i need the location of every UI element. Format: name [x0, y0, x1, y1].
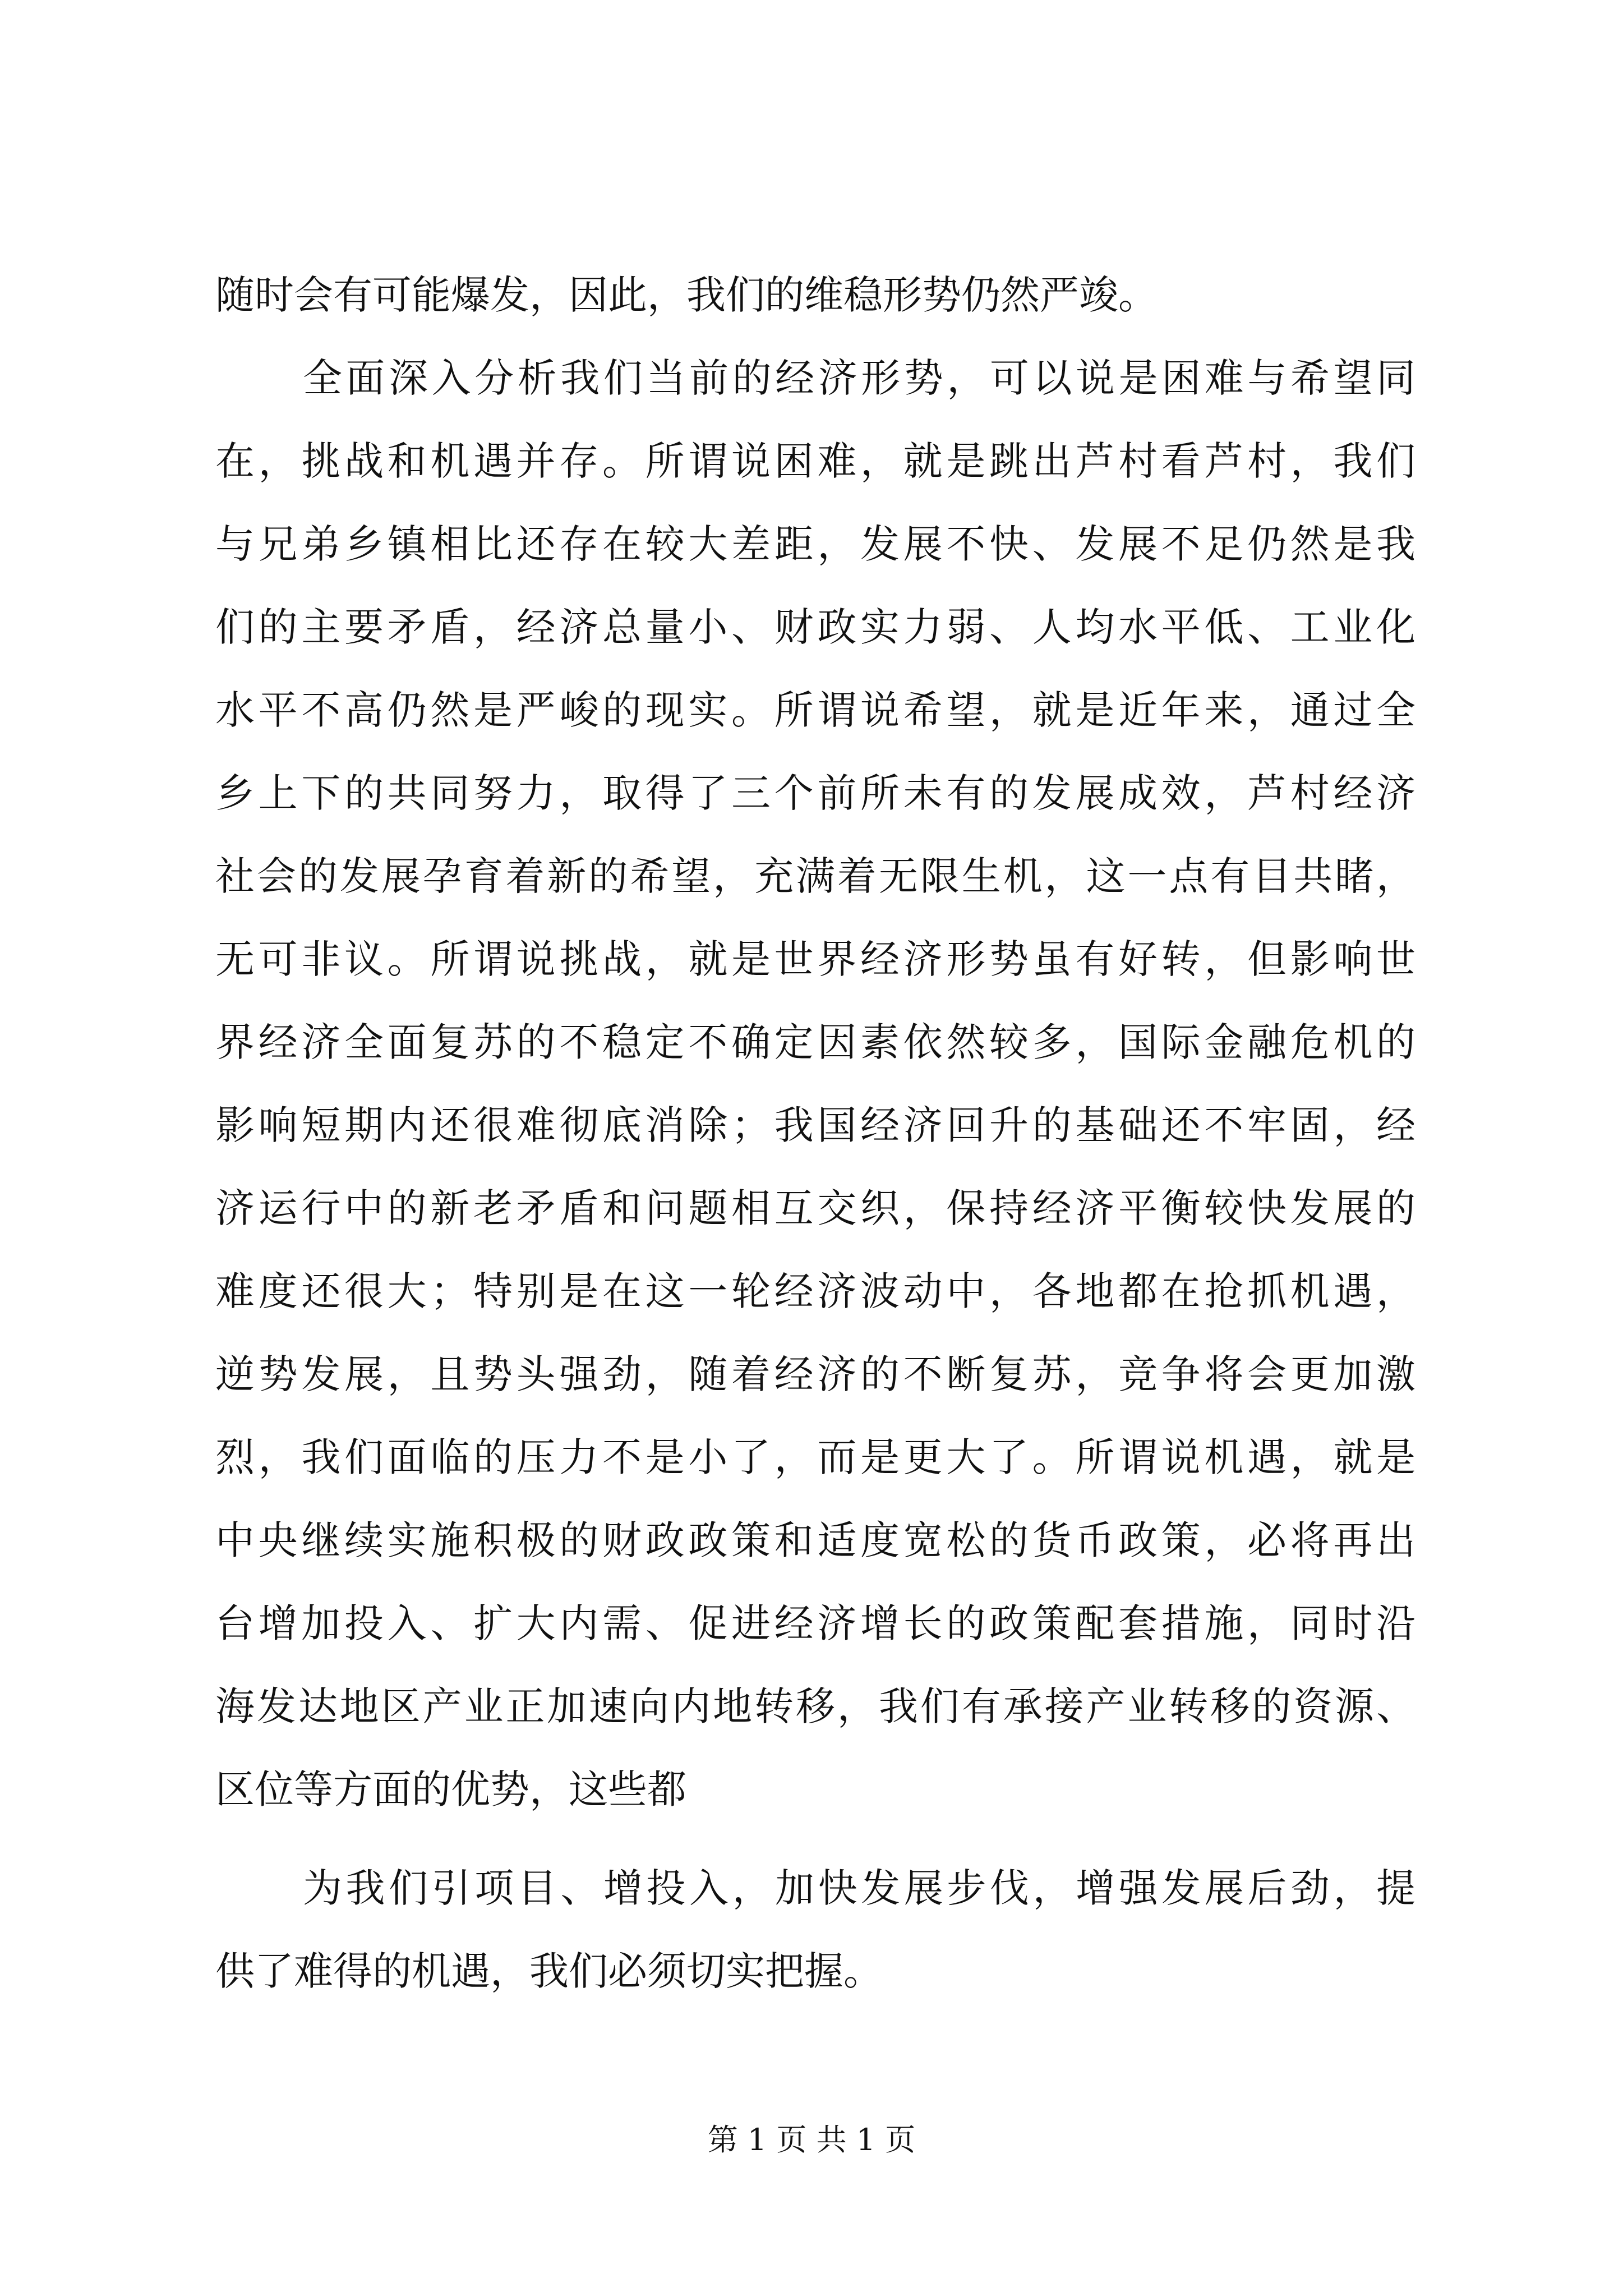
- text-line: 影响短期内还很难彻底消除；我国经济回升的基础还不牢固，经: [215, 1102, 1415, 1148]
- text-line: 社会的发展孕育着新的希望，充满着无限生机，这一点有目共睹，: [215, 853, 1415, 899]
- text-line: 乡上下的共同努力，取得了三个前所未有的发展成效，芦村经济: [215, 770, 1415, 816]
- text-line: 烈，我们面临的压力不是小了，而是更大了。所谓说机遇，就是: [215, 1434, 1415, 1480]
- text-line: 区位等方面的优势，这些都: [215, 1766, 686, 1812]
- text-line: 水平不高仍然是严峻的现实。所谓说希望，就是近年来，通过全: [215, 687, 1415, 733]
- text-line: 在，挑战和机遇并存。所谓说困难，就是跳出芦村看芦村，我们: [215, 438, 1415, 484]
- document-body: [215, 254, 1415, 2013]
- text-line: 们的主要矛盾，经济总量小、财政实力弱、人均水平低、工业化: [215, 604, 1415, 650]
- text-line: 界经济全面复苏的不稳定不确定因素依然较多，国际金融危机的: [215, 1019, 1415, 1065]
- paragraph-gap: [215, 1831, 1415, 1847]
- text-line: 难度还很大；特别是在这一轮经济波动中，各地都在抢抓机遇，: [215, 1268, 1415, 1314]
- text-line: 台增加投入、扩大内需、促进经济增长的政策配套措施，同时沿: [215, 1600, 1415, 1646]
- text-line: 与兄弟乡镇相比还存在较大差距，发展不快、发展不足仍然是我: [215, 521, 1415, 567]
- text-line: 海发达地区产业正加速向内地转移，我们有承接产业转移的资源、: [215, 1683, 1415, 1729]
- text-line: 无可非议。所谓说挑战，就是世界经济形势虽有好转，但影响世: [215, 936, 1415, 982]
- text-line: 随时会有可能爆发，因此，我们的维稳形势仍然严竣。: [215, 272, 1158, 318]
- page-number-footer: 第 1 页 共 1 页: [707, 2122, 916, 2157]
- text-line: 为我们引项目、增投入，加快发展步伐，增强发展后劲，提: [303, 1865, 1415, 1911]
- text-line: 济运行中的新老矛盾和问题相互交织，保持经济平衡较快发展的: [215, 1185, 1415, 1231]
- text-line: 逆势发展，且势头强劲，随着经济的不断复苏，竞争将会更加激: [215, 1351, 1415, 1397]
- text-line: 全面深入分析我们当前的经济形势，可以说是困难与希望同: [303, 355, 1415, 401]
- text-line: 供了难得的机遇，我们必须切实把握。: [215, 1948, 883, 1994]
- text-line: 中央继续实施积极的财政政策和适度宽松的货币政策，必将再出: [215, 1517, 1415, 1563]
